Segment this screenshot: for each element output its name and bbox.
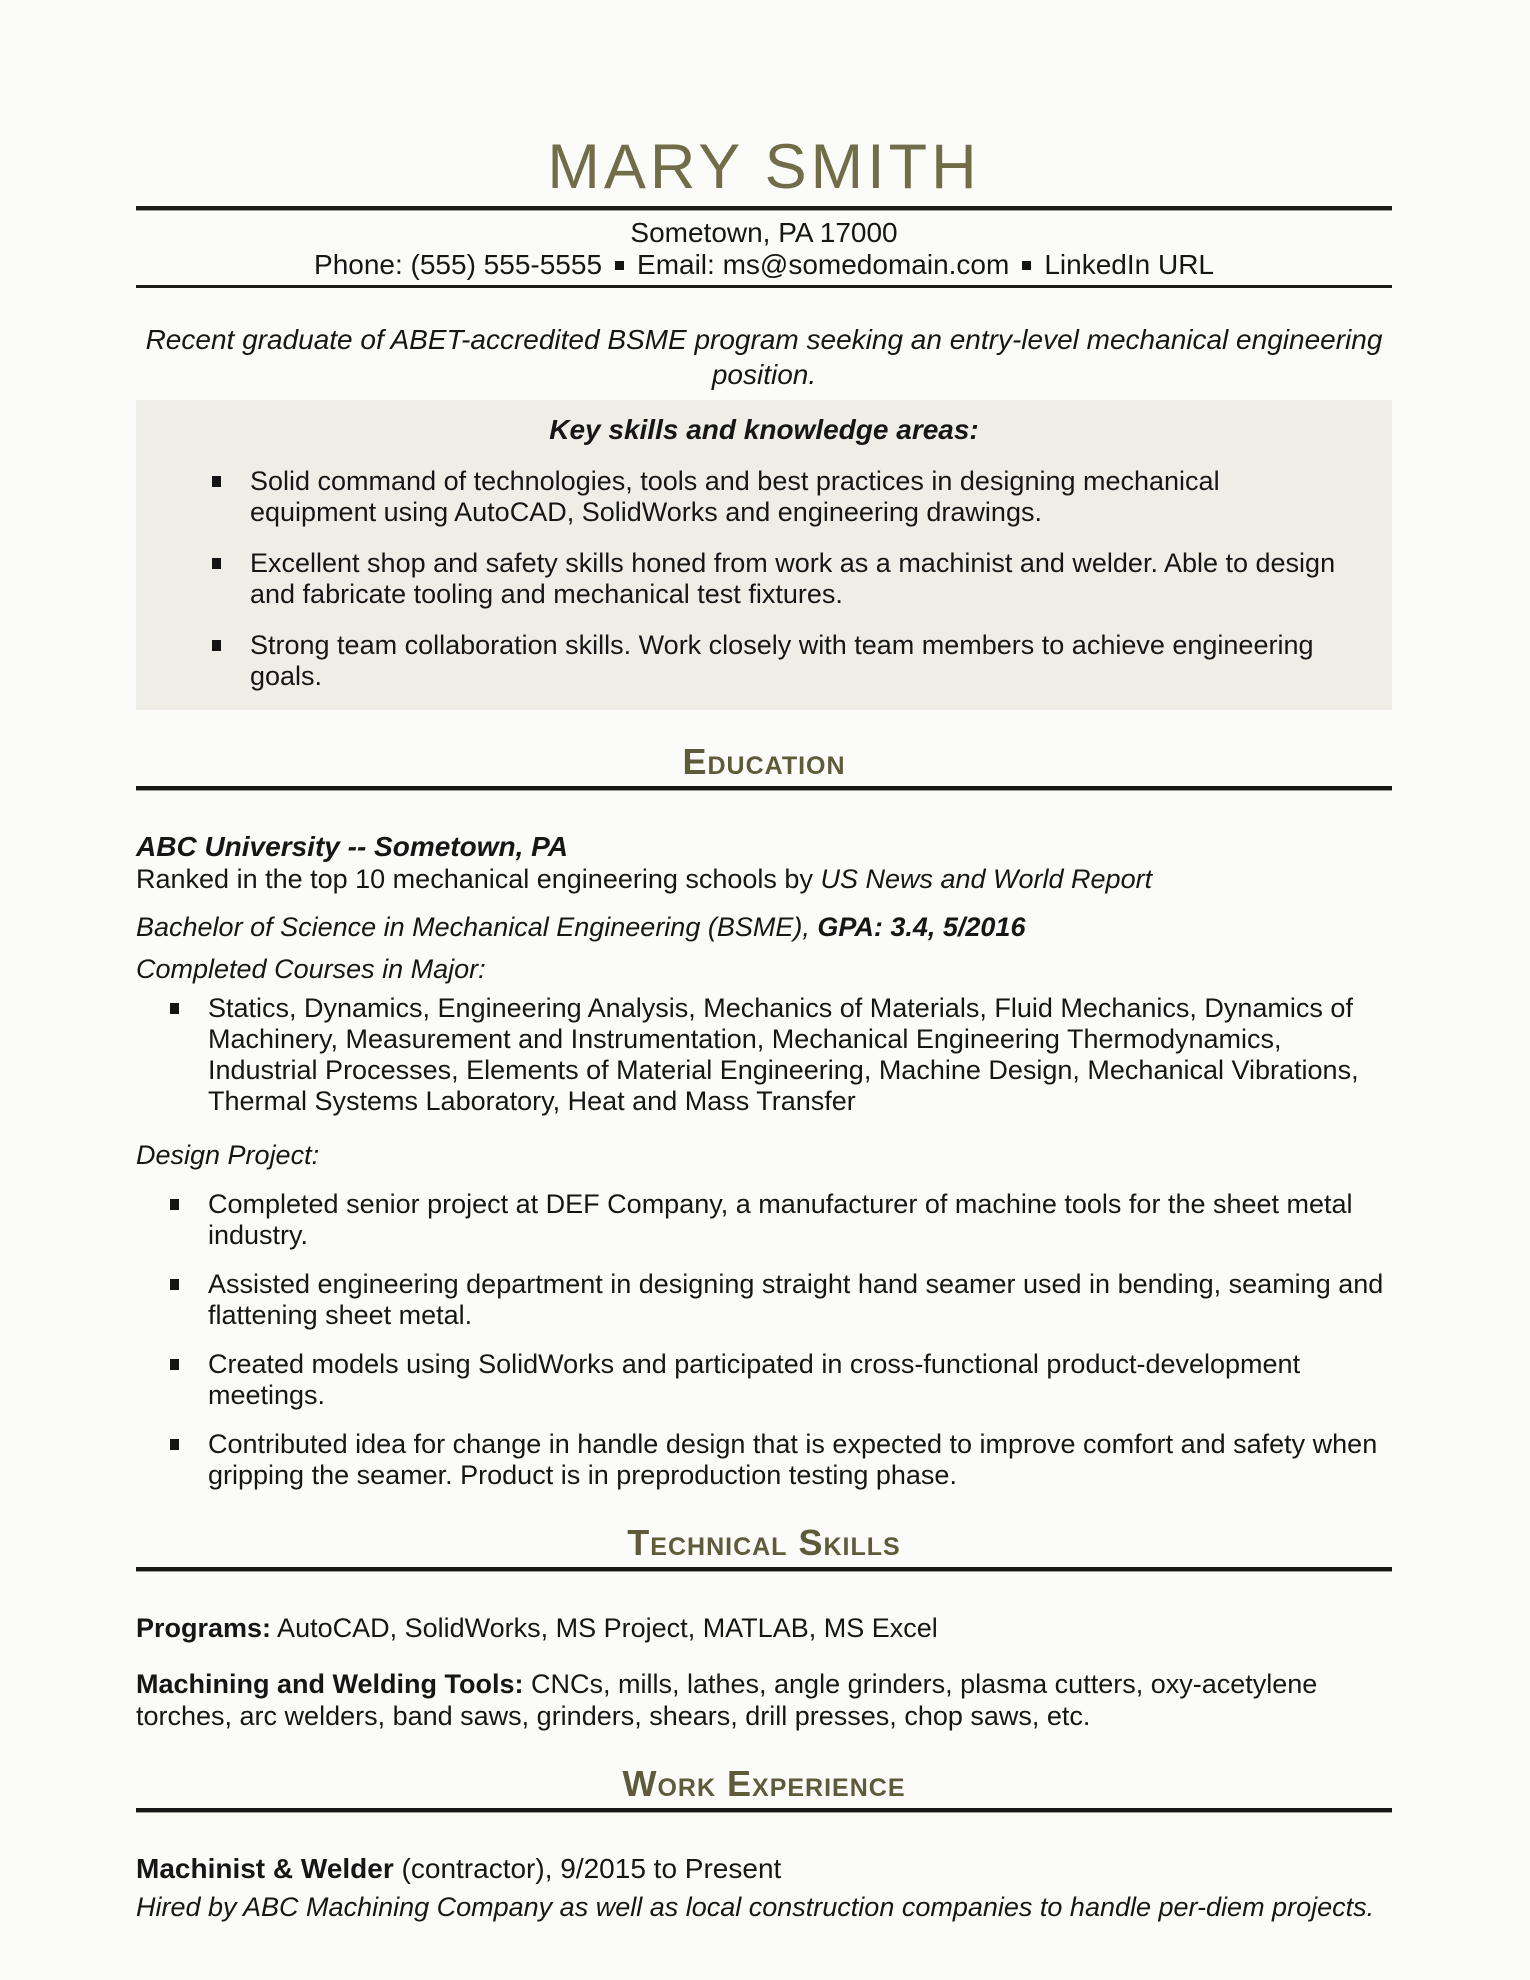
job-title: Machinist & Welder — [136, 1853, 394, 1884]
work-experience-divider — [136, 1808, 1392, 1813]
courses-list — [136, 993, 1392, 1117]
tools-label: Machining and Welding Tools: — [136, 1669, 524, 1699]
key-skills-list — [178, 466, 1350, 692]
section-heading-education: Education — [682, 741, 846, 782]
design-project-item: Contributed idea for change in handle design that is expected to improve comfort and safety when gripping the seamer. Product is in preproduction testing phase. — [136, 1429, 1392, 1491]
design-project-item: Assisted engineering department in designing straight hand seamer used in bending, seaming and flattening sheet metal. — [136, 1269, 1392, 1331]
phone-text: Phone: (555) 555-5555 — [314, 249, 603, 280]
section-heading-work-experience: Work Experience — [622, 1763, 906, 1804]
technical-skills-divider — [136, 1567, 1392, 1572]
contact-line — [136, 249, 1392, 281]
gpa-value: GPA: 3.4, 5/2016 — [817, 912, 1026, 942]
degree-line — [136, 911, 1392, 943]
job-title-line — [136, 1853, 1392, 1885]
design-project-label: Design Project: — [136, 1140, 320, 1170]
email-text: Email: ms@somedomain.com — [637, 249, 1010, 280]
section-heading-technical-skills: Technical Skills — [627, 1522, 901, 1563]
design-project-item: Completed senior project at DEF Company, a manufacturer of machine tools for the sheet metal industry. — [136, 1189, 1392, 1251]
header-top-divider — [136, 206, 1392, 211]
design-project-item: Created models using SolidWorks and participated in cross-functional product-development meetings. — [136, 1349, 1392, 1411]
objective-summary: Recent graduate of ABET-accredited BSME program seeking an entry-level mechanical engineering position. — [145, 324, 1383, 390]
school-ranking-source: US News and World Report — [820, 864, 1153, 894]
key-skill-item: Excellent shop and safety skills honed from work as a machinist and welder. Able to design and fabricate tooling and mechanical test fixtures. — [178, 548, 1350, 610]
location-text: Sometown, PA 17000 — [630, 217, 898, 248]
linkedin-text: LinkedIn URL — [1044, 249, 1214, 280]
programs-value: AutoCAD, SolidWorks, MS Project, MATLAB, MS Excel — [271, 1613, 938, 1643]
design-project-list — [136, 1189, 1392, 1491]
key-skills-title: Key skills and knowledge areas: — [549, 414, 979, 445]
separator-square-icon — [615, 261, 624, 270]
programs-label: Programs: — [136, 1613, 272, 1643]
job-description: Hired by ABC Machining Company as well as local construction companies to handle per-diem projects. — [136, 1892, 1375, 1922]
courses-label: Completed Courses in Major: — [136, 954, 486, 984]
programs-line — [136, 1612, 1392, 1644]
school-name: ABC University -- Sometown, PA — [136, 831, 568, 862]
key-skills-box — [136, 400, 1392, 710]
job-meta: (contractor), 9/2015 to Present — [393, 1853, 782, 1884]
separator-square-icon — [1022, 261, 1031, 270]
header-bottom-divider — [136, 285, 1392, 288]
degree-text: Bachelor of Science in Mechanical Engineering (BSME), — [136, 912, 818, 942]
tools-line — [136, 1668, 1392, 1732]
school-ranking — [136, 863, 1392, 895]
school-ranking-text: Ranked in the top 10 mechanical engineering schools by — [136, 864, 821, 894]
key-skill-item: Strong team collaboration skills. Work closely with team members to achieve engineering goals. — [178, 630, 1350, 692]
education-divider — [136, 786, 1392, 791]
key-skill-item: Solid command of technologies, tools and best practices in designing mechanical equipment using AutoCAD, SolidWorks and engineering drawings. — [178, 466, 1350, 528]
courses-item: Statics, Dynamics, Engineering Analysis, Mechanics of Materials, Fluid Mechanics, Dynamics of Machinery, Measurement and Instrumentation, Mechanical Engineering Thermodynamics, Industrial Processes, Elements of Material Engineering, Machine Design, Mechanical Vibrations, Thermal Systems Laboratory, Heat and Mass Transfer — [136, 993, 1392, 1117]
tools-value: CNCs, mills, lathes, angle grinders, plasma cutters, oxy-acetylene torches, arc welders, band saws, grinders, shears, drill presses, chop saws, etc. — [136, 1669, 1318, 1731]
candidate-name: MARY SMITH — [547, 132, 981, 202]
